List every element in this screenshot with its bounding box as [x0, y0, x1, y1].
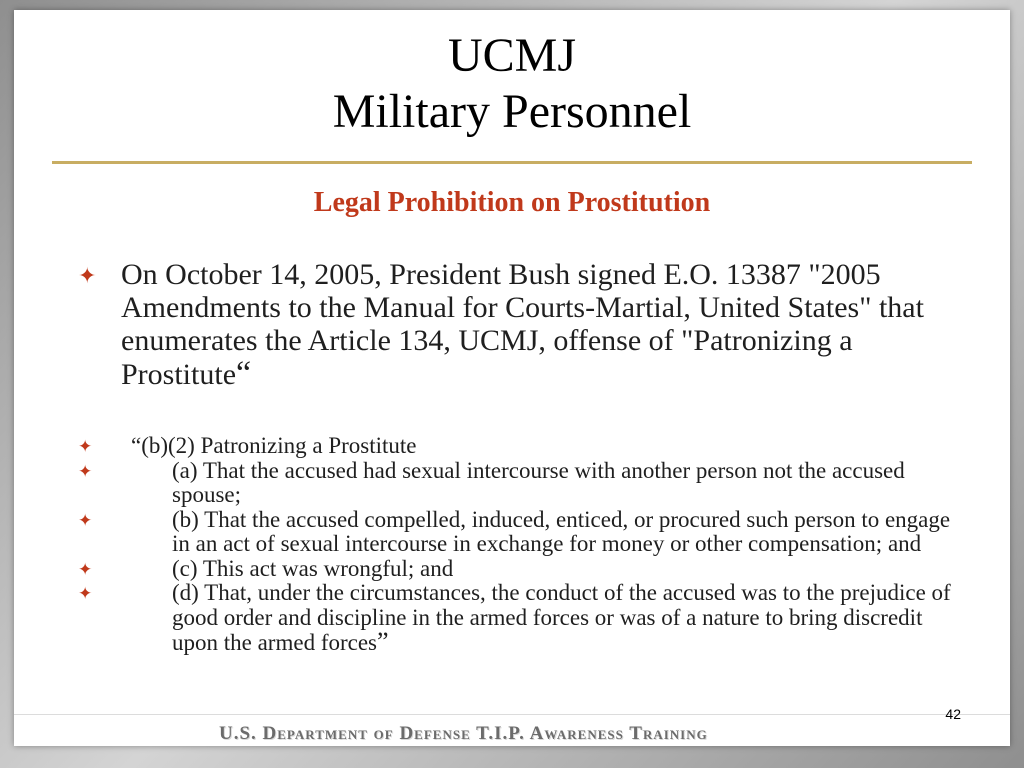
- slide: [14, 10, 1010, 746]
- bullet-star-icon: ✦: [78, 437, 93, 457]
- main-bullet: [70, 258, 970, 391]
- bullet-star-icon: ✦: [78, 264, 97, 289]
- title-line-2: Military Personnel: [332, 85, 692, 138]
- sub-bullet-text: [172, 581, 970, 656]
- list-item: [70, 557, 970, 582]
- main-bullet-text: [121, 258, 970, 391]
- list-item: [70, 581, 970, 656]
- footer-banner: U.S. Department of Defense T.I.P. Awareness Training: [219, 723, 708, 744]
- page-number: 42: [945, 706, 961, 722]
- title-divider: [52, 161, 972, 164]
- sub-bullet-list: [70, 434, 970, 656]
- bullet-star-icon: ✦: [78, 510, 93, 531]
- slide-subtitle: Legal Prohibition on Prostitution: [313, 187, 711, 218]
- sub-bullet-text: (b) That the accused compelled, induced, enticed, or procured such person to engage in an act of sexual intercourse in exchange for money or other compensation; and: [172, 506, 951, 556]
- sub-bullet-text: “(b)(2) Patronizing a Prostitute: [131, 433, 417, 458]
- main-bullet-close-quote: “: [236, 355, 252, 392]
- sub-bullet-text: (c) This act was wrongful; and: [172, 555, 454, 581]
- list-item: [70, 434, 970, 459]
- footer-divider: [14, 714, 1010, 715]
- list-item: [70, 459, 970, 508]
- title-line-1: UCMJ: [447, 29, 577, 82]
- list-item: [70, 508, 970, 557]
- sub-bullet-body: (d) That, under the circumstances, the conduct of the accused was to the prejudice of good order and discipline in the armed forces or was of a nature to bring discredit upon the armed forces: [172, 580, 951, 655]
- bullet-star-icon: ✦: [78, 559, 93, 580]
- bullet-star-icon: ✦: [78, 584, 93, 604]
- slide-title: [14, 28, 1010, 140]
- sub-bullet-close-quote: ”: [377, 627, 389, 656]
- bullet-star-icon: ✦: [78, 461, 93, 482]
- sub-bullet-text: (a) That the accused had sexual intercourse with another person not the accused spouse;: [172, 457, 905, 507]
- main-bullet-body: On October 14, 2005, President Bush signed E.O. 13387 "2005 Amendments to the Manual for Courts-Martial, United States" that enumerates the Article 134, UCMJ, offense of "Patronizing a Prostitute: [121, 258, 924, 391]
